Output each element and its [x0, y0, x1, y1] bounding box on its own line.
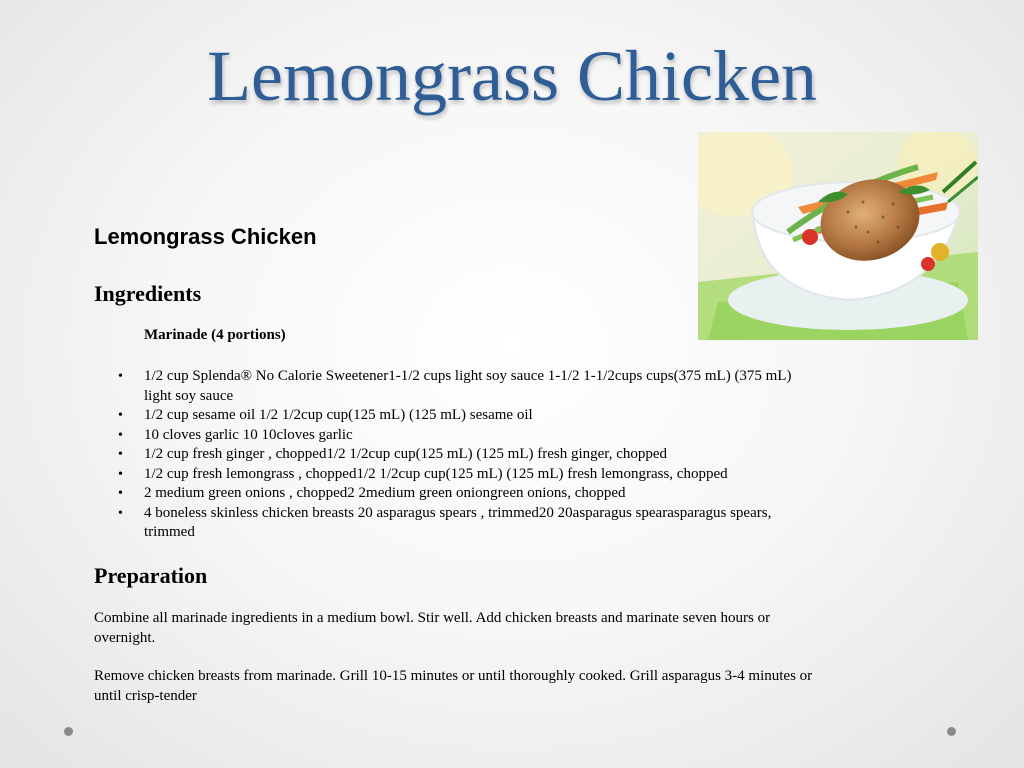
bullet-icon: •	[118, 466, 123, 482]
preparation-step: Combine all marinade ingredients in a medium bowl. Stir well. Add chicken breasts and marinate seven hours or overnight.	[94, 610, 771, 646]
list-item: • 10 cloves garlic 10 10cloves garlic	[144, 426, 814, 446]
list-item: • 2 medium green onions , chopped2 2medium green oniongreen onions, chopped	[144, 484, 814, 504]
preparation-heading: Preparation	[94, 563, 208, 588]
corner-dot-right	[947, 727, 956, 736]
ingredients-list	[118, 367, 814, 543]
bullet-icon: •	[118, 486, 123, 501]
recipe-name: Lemongrass Chicken	[94, 224, 317, 249]
marinade-heading: Marinade (4 portions)	[144, 327, 286, 343]
list-item: • 1/2 cup fresh ginger , chopped1/2 1/2cup cup(125 mL) (125 mL) fresh ginger, chopped	[144, 445, 814, 465]
list-item: • 1/2 cup sesame oil 1/2 1/2cup cup(125 mL) (125 mL) sesame oil	[144, 406, 814, 426]
preparation-step: Remove chicken breasts from marinade. Grill 10-15 minutes or until thoroughly cooked. Grill asparagus 3-4 minutes or until crisp-tender	[94, 668, 813, 704]
bullet-icon: •	[118, 408, 123, 423]
bullet-icon: •	[118, 505, 123, 521]
corner-dot-left	[64, 727, 73, 736]
list-item: • 4 boneless skinless chicken breasts 20 asparagus spears , trimmed20 20asparagus spearasparagus spears, trimmed	[118, 504, 772, 540]
list-item: • 1/2 cup Splenda® No Calorie Sweetener1-1/2 cups light soy sauce 1-1/2 1-1/2cups cups(375 mL) (375 mL) light soy sauce	[118, 368, 792, 404]
bullet-icon: •	[118, 427, 123, 443]
ingredients-heading: Ingredients	[94, 281, 202, 306]
slide-title: Lemongrass Chicken	[207, 36, 817, 116]
list-item: • 1/2 cup fresh lemongrass , chopped1/2 1/2cup cup(125 mL) (125 mL) fresh lemongrass, chopped	[144, 465, 814, 485]
bullet-icon: •	[118, 369, 123, 384]
chicken-dish-photo	[698, 132, 978, 340]
bullet-icon: •	[118, 447, 123, 462]
